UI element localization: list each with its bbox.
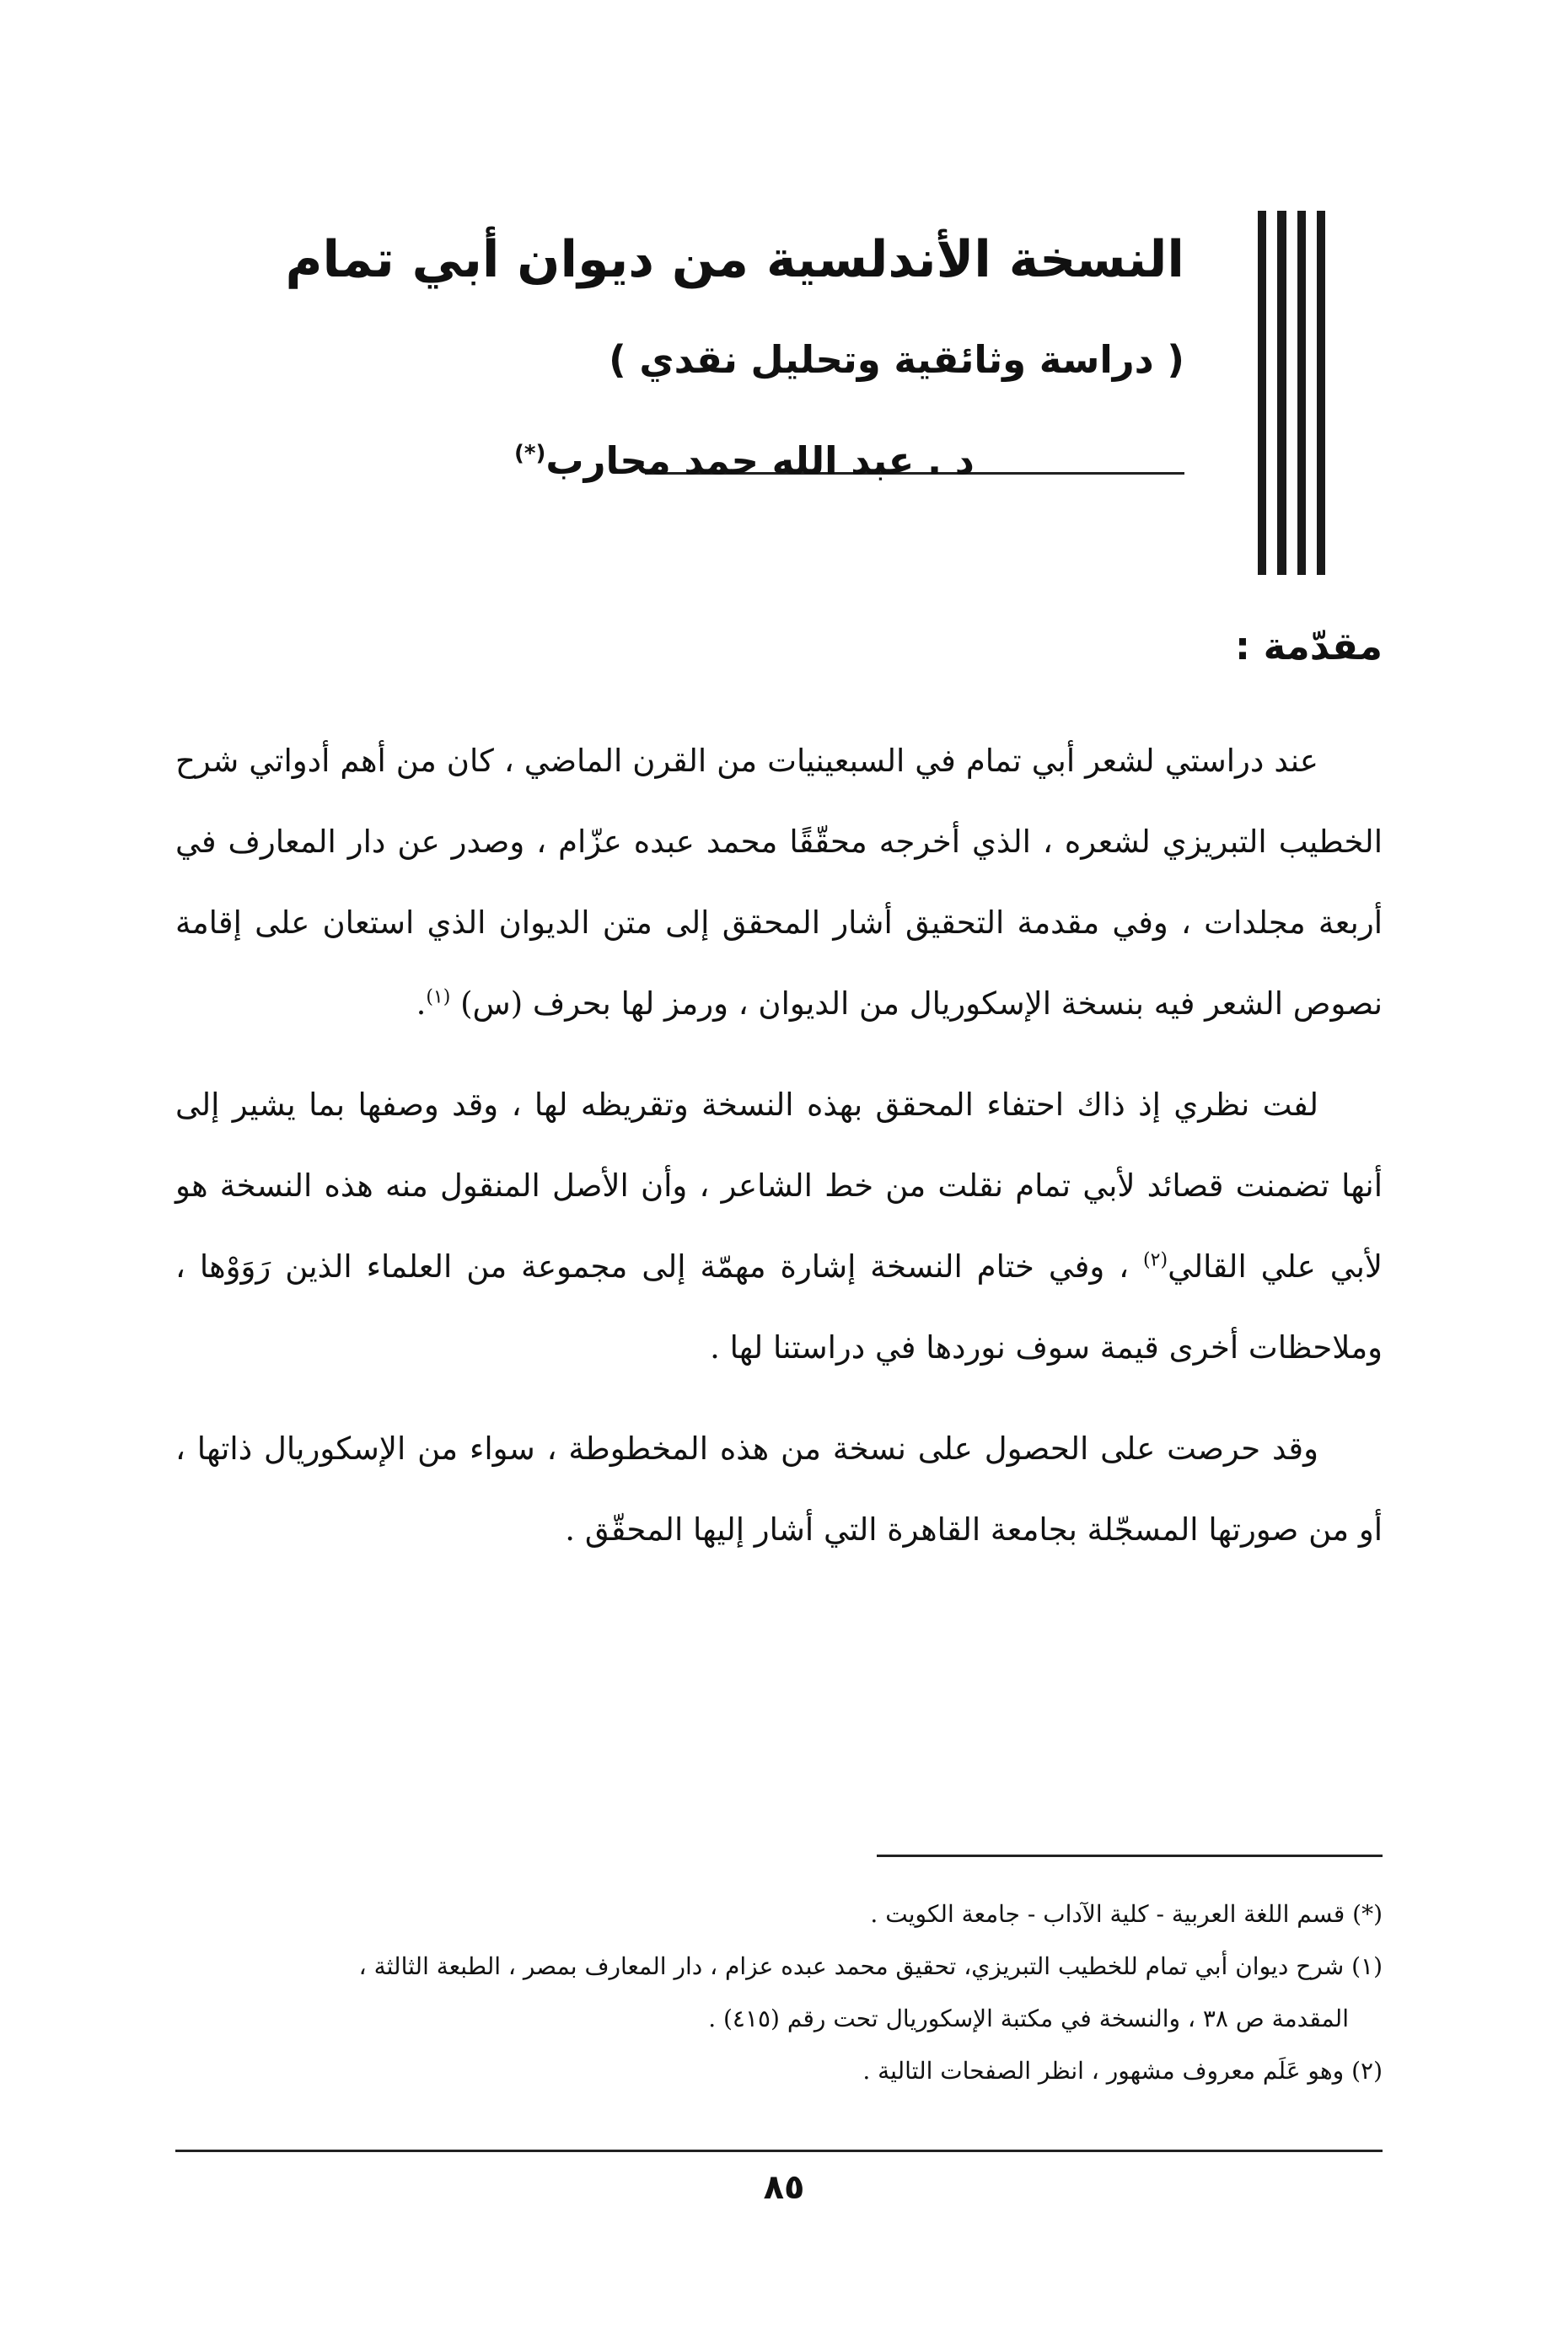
footnote: (٢) وهو عَلَم معروف مشهور ، انظر الصفحات التالية . [862,2057,1383,2085]
footnote: (١) شرح ديوان أبي تمام للخطيب التبريزي، تحقيق محمد عبده عزام ، دار المعارف بمصر ، الطبعة الثالثة ، [358,1952,1383,1980]
footnotes [175,1888,1383,2097]
decorative-bar [1317,211,1325,575]
footnote-ref: (٢) [1143,1249,1168,1271]
decorative-bars [1258,211,1325,575]
decorative-bar [1277,211,1286,575]
paragraph-text: لفت نظري إذ ذاك احتفاء المحقق بهذه النسخة وتقريظه لها ، وقد وصفها بما يشير إلى أنها تضمنت قصائد لأبي تمام نقلت من خط الشاعر ، وأن الأصل المنقول منه هذه النسخة هو لأبي علي القالي [175,1087,1383,1285]
section-heading: مقدّمة : [1234,624,1383,668]
author-text: د . عبد الله حمد محارب [545,438,975,483]
footnote-separator [877,1855,1383,1857]
body-text [175,721,1383,1591]
decorative-bar [1258,211,1266,575]
footnote-ref: (١) [426,986,451,1008]
author-footnote-marker: (*) [514,441,546,466]
author-row [341,438,1184,497]
paragraph-tail: . [416,985,427,1022]
paragraph-text: عند دراستي لشعر أبي تمام في السبعينيات من القرن الماضي ، كان من أهم أدواتي شرح الخطيب التبريزي لشعره ، الذي أخرجه محقّقًا محمد عبده عزّام ، وصدر عن دار المعارف في أربعة مجلدات ، وفي مقدمة التحقيق أشار المحقق إلى متن الديوان الذي استعان على إقامة نصوص الشعر فيه بنسخة الإسكوريال من الديوان ، ورمز لها بحرف (س) [175,743,1383,1022]
paragraph-text: وقد حرصت على الحصول على نسخة من هذه المخطوطة ، سواء من الإسكوريال ذاتها ، أو من صورتها المسجّلة بجامعة القاهرة التي أشار إليها المحقّق . [175,1431,1383,1548]
paragraph-text: ، وفي ختام النسخة إشارة مهمّة إلى مجموعة من العلماء الذين رَوَوْها ، وملاحظات أخرى قيمة سوف نوردها في دراستنا لها . [175,1248,1383,1366]
article-subtitle: ( دراسة وثائقية وتحليل نقدي ) [609,337,1184,382]
paragraph [175,1065,1383,1388]
decorative-bar [1297,211,1306,575]
paragraph [175,1409,1383,1570]
article-title: النسخة الأندلسية من ديوان أبي تمام [285,230,1184,289]
footnote: (*) قسم اللغة العربية - كلية الآداب - جامعة الكويت . [870,1900,1383,1928]
author-name [514,438,975,483]
paragraph [175,721,1383,1044]
page-number: ٨٥ [763,2168,805,2207]
footnote-continuation: المقدمة ص ٣٨ ، والنسخة في مكتبة الإسكوريال تحت رقم (٤١٥) . [708,2005,1349,2032]
page-bottom-rule [175,2150,1383,2152]
